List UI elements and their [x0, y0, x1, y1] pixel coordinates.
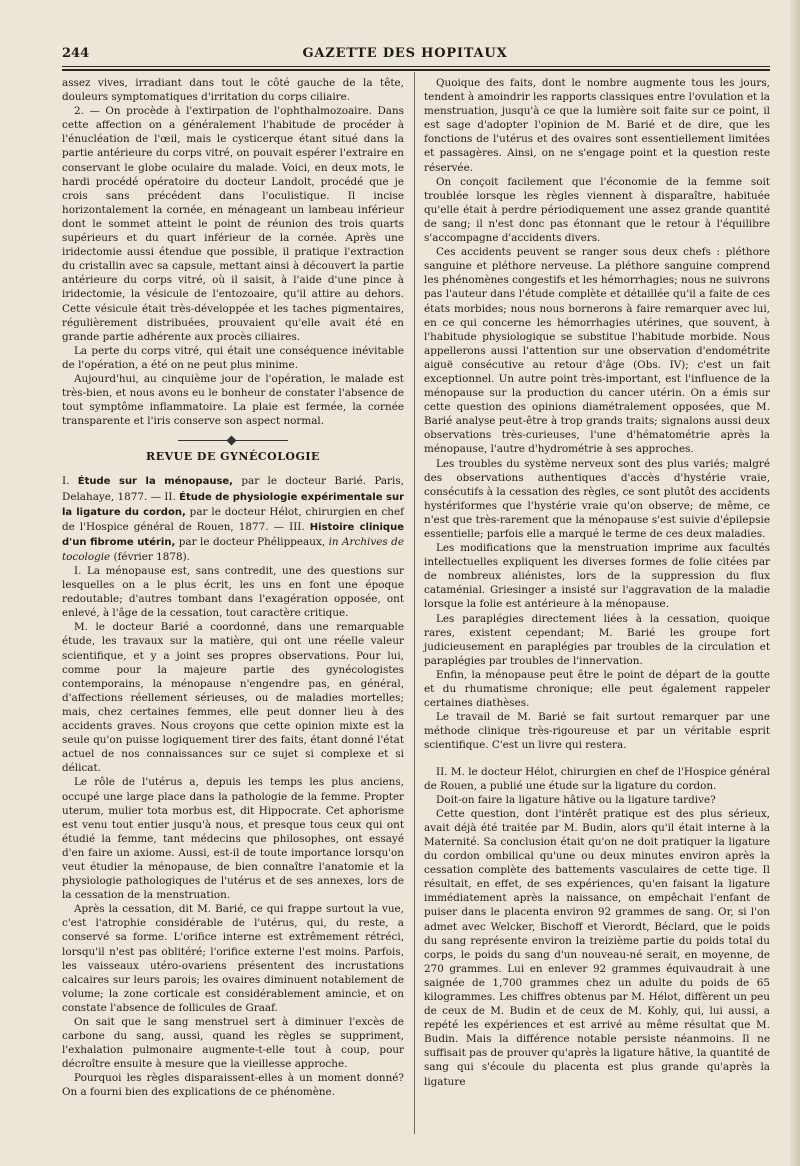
page-edge — [790, 0, 800, 1166]
ref-number: I. — [62, 475, 70, 488]
ref-title: Étude de physiologie expérimentale sur la ligature du cordon, — [62, 491, 405, 518]
left-column — [62, 76, 404, 1100]
paragraph: M. le docteur Barié a coordonné, dans une remarquable étude, les travaux sur la matière, qui ont une réelle valeur scientifique, et y a joint ses propres observations. Pour lui, comme pour la majeure partie des gynécologistes contemporains, la ménopause n'engendre pas, en général, d'affections réellement sérieuses, ou de maladies mortelles; mais, chez certaines femmes, elle peut donner lieu à des accidents graves. Nous croyons que cette opinion mixte est la seule qu'on puisse logiquement tirer des faits, étant donné l'état actuel de nos connaissances sur ce sujet si complexe et si délicat. — [62, 621, 404, 775]
paragraph: On sait que le sang menstruel sert à diminuer l'excès de carbone du sang, aussi, quand les règles se suppriment, l'exhalation pulmonaire augmente-t-elle tout à coup, pour décroître ensuite à mesure que la vieillesse approche. — [62, 1016, 404, 1071]
section-title: REVUE DE GYNÉCOLOGIE — [146, 450, 320, 464]
paragraph: Le travail de M. Barié se fait surtout remarquer par une méthode clinique très-rigoureuse et par un véritable esprit scientifique. C'est un livre qui restera. — [424, 711, 770, 752]
paragraph: assez vives, irradiant dans tout le côté gauche de la tête, douleurs symptomatiques d'irritation du corps ciliaire. — [62, 77, 404, 104]
paragraph: Après la cessation, dit M. Barié, ce qui frappe surtout la vue, c'est l'atrophie considérable de l'utérus, qui, du reste, a conservé sa forme. L'orifice interne est extrêmement rétréci, lorsqu'il n'est pas oblitéré; l'orifice externe l'est moins. Parfois, les vaisseaux utéro-ovariens présentent des incrustations calcaires sur leurs parois; les ovaires diminuent notablement de volume; la zone corticale est considérablement amincie, et on constate l'absence de follicules de Graaf. — [62, 903, 404, 1014]
paragraph: Quoique des faits, dont le nombre augmente tous les jours, tendent à amoindrir les rapports classiques entre l'ovulation et la menstruation, jusqu'à ce que la lumière soit faite sur ce point, il est sage d'adopter l'opinion de M. Barié et de dire, que les fonctions de l'utérus et des ovaires sont essentiellement limitées et passagères. Ainsi, on ne s'engage point et la question reste réservée. — [424, 77, 770, 174]
ref-detail: par le docteur Barié. Paris, Delahaye, 1877. — II. — [62, 475, 404, 503]
page-number: 244 — [62, 46, 90, 61]
paragraph: Les modifications que la menstruation imprime aux facultés intellectuelles expliquent les diverses formes de folie citées par de nombreux aliénistes, lors de la suppression du flux cataménial. Griesinger a insisté sur l'aggravation de la maladie lorsque la folie est antérieure à la ménopause. — [424, 542, 770, 611]
paragraph: Pourquoi les règles disparaissent-elles à un moment donné? On a fourni bien des explications de ce phénomène. — [62, 1072, 404, 1099]
paragraph: I. La ménopause est, sans contredit, une des questions sur lesquelles on a le plus écrit, les uns en font une époque redoutable; d'autres tombant dans l'exagération opposée, ont enlevé, à l'âge de la cessation, tout caractère critique. — [62, 565, 404, 620]
right-column — [424, 76, 770, 1089]
ref-title: Étude sur la ménopause, — [77, 476, 233, 488]
bibliography-references — [62, 474, 404, 564]
ref-detail: par le docteur Phélippeaux, — [178, 535, 326, 548]
paragraph: Enfin, la ménopause peut être le point de départ de la goutte et du rhumatisme chronique; elle peut également rappeler certaines diathèses. — [424, 668, 770, 710]
paragraph: La perte du corps vitré, qui était une conséquence inévitable de l'opération, a été on ne peut plus minime. — [62, 344, 404, 371]
paragraph: Le rôle de l'utérus a, depuis les temps les plus anciens, occupé une large place dans la pathologie de la femme. Propter uterum, mulier tota morbus est, dit Hippocrate. Cet aphorisme est venu tout entier jusqu'à nous, et presque tous ceux qui ont étudié la femme, tant médecins que philosophes, ont essayé d'en faire un axiome. Aussi, est-il de toute importance lorsqu'on veut étudier la ménopause, de bien connaître l'anatomie et la physiologie pathologiques de l'utérus et de ses annexes, lors de la cessation de la menstruation. — [62, 776, 404, 902]
paragraph: II. M. le docteur Hélot, chirurgien en chef de l'Hospice général de Rouen, a publié une étude sur la ligature du cordon. — [424, 765, 770, 792]
header-rule-thin — [62, 66, 770, 67]
page-header — [40, 42, 770, 64]
column-divider — [414, 72, 415, 1134]
paragraph: Cette question, dont l'intérêt pratique est des plus sérieux, avait déjà été traitée par M. Budin, alors qu'il était interne à la Maternité. Sa conclusion était qu'on ne doit pratiquer la ligature du cordon ombilical qu'une ou deux minutes environ après la cessation complète des battements vasculaires de cette tige. Il résultait, en effet, de ses expériences, qu'en faisant la ligature immédiatement après la naissance, on empêchait l'enfant de puiser dans le placenta environ 92 grammes de sang. Or, si l'on admet avec Welcker, Bischoff et Vierordt, Béclard, que le poids du sang représente environ la treizième partie du poids total du corps, le poids du sang d'un nouveau-né serait, en moyenne, de 270 grammes. Lui en enlever 92 grammes équivaudrait à une saignée de 1,700 grammes chez un adulte du poids de 65 kilogrammes. Les chiffres obtenus par M. Hélot, diffèrent un peu de ceux de M. Budin et de ceux de M. Kohly, qui, lui aussi, a repété les expériences et est arrivé au même résultat que M. Budin. Mais la différence notable persiste néanmoins. Il ne suffisait pas de prouver qu'après la ligature hâtive, la quantité de sang qui s'écoule du placenta est plus grande qu'après la ligature — [424, 807, 770, 1088]
journal-title: GAZETTE DES HOPITAUX — [302, 46, 508, 61]
paragraph: Aujourd'hui, au cinquième jour de l'opération, le malade est très-bien, et nous avons eu le bonheur de constater l'absence de tout symptôme inflammatoire. La plaie est fermée, la cornée transparente et l'iris conserve son aspect normal. — [62, 372, 404, 428]
paragraph: 2. — On procède à l'extirpation de l'ophthalmozoaire. Dans cette affection on a généralement l'habitude de procéder à l'énucléation de l'œil, mais le cysticerque étant situé dans la partie antérieure du corps vitré, on pouvait espérer l'extraire en conservant le globe oculaire du malade. Voici, en deux mots, le hardi procédé opératoire du docteur Landolt, procédé que je crois sans précédent dans l'oculistique. Il incise horizontalement la cornée, en ménageant un lambeau inférieur dont le sommet atteint le point de réunion des trois quarts supérieurs et du quart inférieur de la cornée. Après une iridectomie aussi étendue que possible, il pratique l'extraction du cristallin avec sa capsule, mettant ainsi à découvert la partie antérieure du corps vitré, où il saisit, à l'aide d'une pince à iridectomie, la vésicule de l'entozoaire, qu'il attire au dehors. Cette vésicule était très-développée et les taches pigmentaires, régulièrement distribuées, prouvaient qu'elle avait été en grande partie adhérente aux procès ciliaires. — [62, 105, 404, 343]
ref-title: Histoire clinique d'un fibrome utérin, — [62, 521, 404, 548]
paragraph: Ces accidents peuvent se ranger sous deux chefs : pléthore sanguine et pléthore nerveuse. La pléthore sanguine comprend les phénomènes congestifs et les hémorrhagies; nous ne suivrons pas l'auteur dans l'étude complète et détaillée qu'il a faite de ces états morbides; nous nous bornerons à faire remarquer avec lui, en ce qui concerne les hémorrhagies utérines, que souvent, à l'habitude physiologique se substitue l'habitude morbide. Nous appellerons aussi l'attention sur une observation d'endométrite aiguë consécutive au retour d'âge (Obs. IV); c'est un fait exceptionnel. Un autre point très-important, est l'influence de la ménopause sur la production du cancer utérin. On a émis sur cette question des opinions diamétralement opposées, que M. Barié analyse peut-être à trop grands traits; signalons aussi deux observations très-curieuses, l'une d'hématométrie après la ménopause, l'autre d'hydrométrie à ses approches. — [424, 246, 770, 456]
separator-diamond — [227, 436, 237, 446]
paragraph: Les troubles du système nerveux sont des plus variés; malgré des observations authentiques d'accès d'hystérie vraie, consécutifs à la cessation des règles, ce sont plutôt des accidents hystériformes que l'hystérie vraie qu'on observe; de même, ce n'est que très-rarement que la ménopause s'est suivie d'épilepsie essentielle; parfois elle a marqué le terme de ces deux maladies. — [424, 457, 770, 540]
header-rule-thick — [62, 69, 770, 71]
ref-journal: in Archives de tocologie — [62, 535, 404, 563]
ref-detail: par le docteur Hélot, chirurgien en chef de l'Hospice général de Rouen, 1877. — III. — [62, 505, 404, 533]
paragraph: Doit-on faire la ligature hâtive ou la ligature tardive? — [436, 793, 716, 806]
section-separator — [178, 440, 288, 441]
paragraph: Les paraplégies directement liées à la cessation, quoique rares, existent cependant; M. Barié les groupe fort judicieusement en paraplégies par troubles de la circulation et paraplégies par troubles de l'innervation. — [424, 612, 770, 667]
paragraph: On conçoit facilement que l'économie de la femme soit troublée lorsque les règles viennent à disparaître, habituée qu'elle était à perdre périodiquement une assez grande quantité de sang; il n'est donc pas étonnant que le retour à l'équilibre s'accompagne d'accidents divers. — [424, 175, 770, 245]
ref-date: (février 1878). — [113, 550, 190, 563]
spacer — [424, 753, 770, 765]
